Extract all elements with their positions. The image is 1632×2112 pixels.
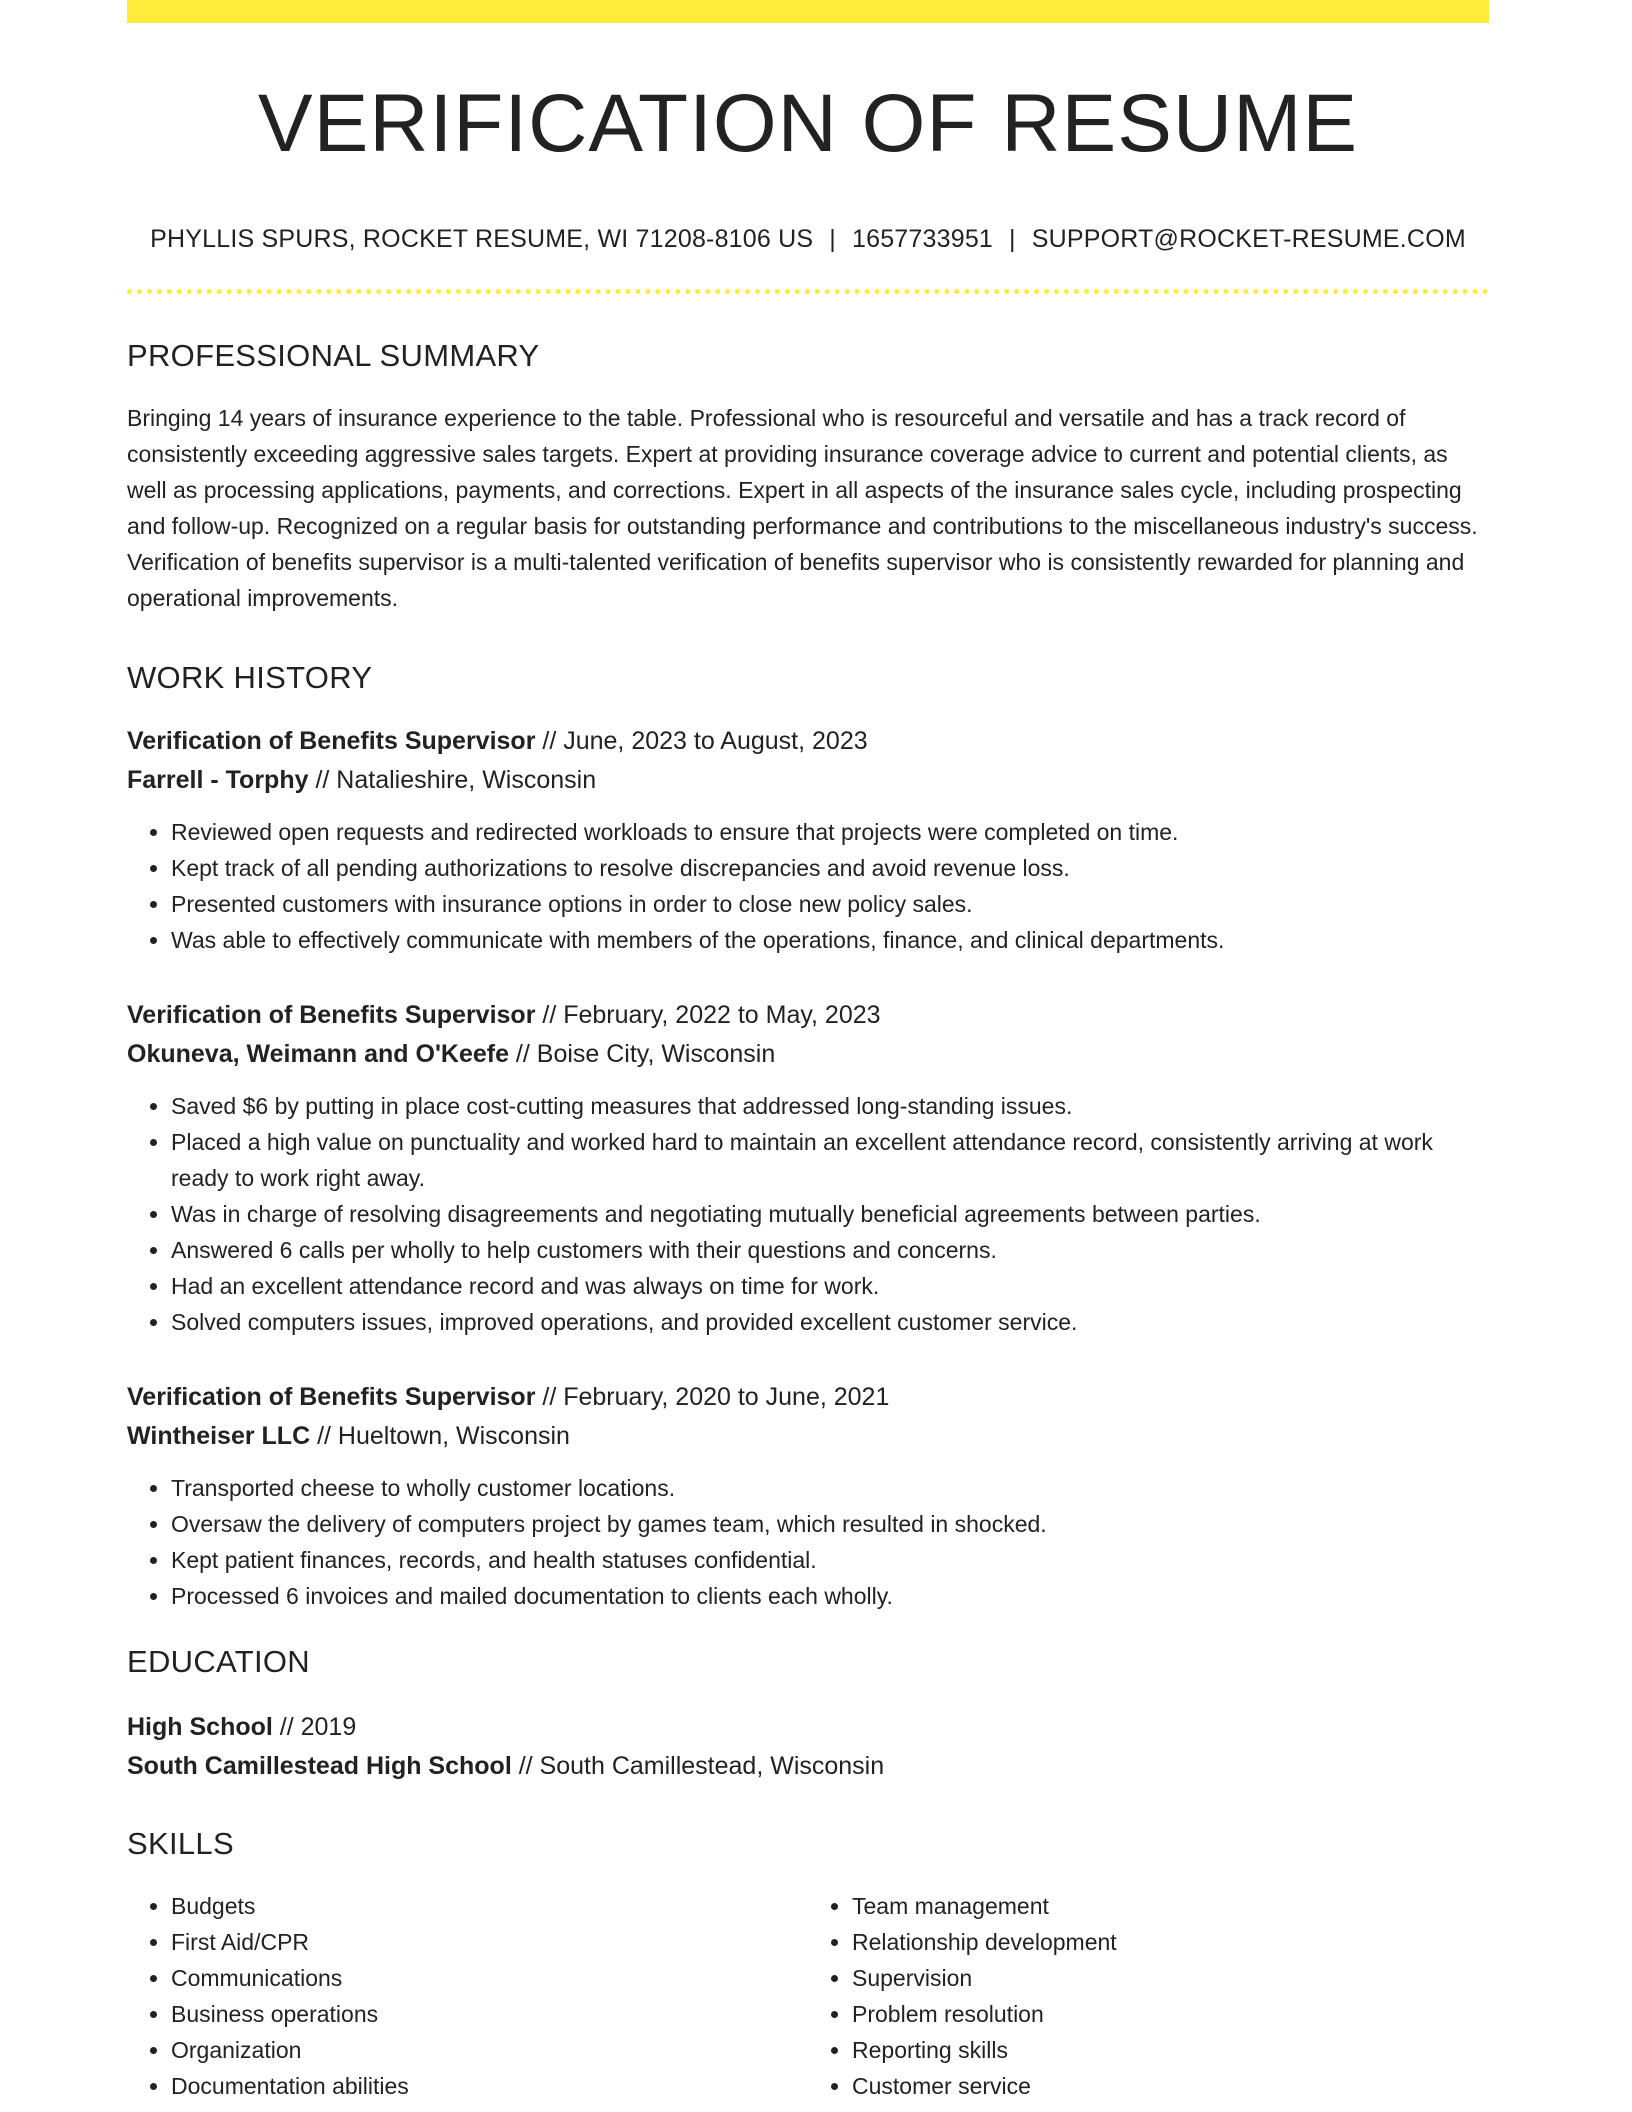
job-location: // Hueltown, Wisconsin [310,1422,570,1450]
job-dates: // February, 2020 to June, 2021 [535,1383,890,1411]
education-school-line [127,1747,1489,1786]
job-bullet: • Transported cheese to wholly customer locations. [171,1470,1489,1506]
summary-text: Bringing 14 years of insurance experience to the table. Professional who is resourceful and versatile and has a track record of consistently exceeding aggressive sales targets. Expert at providing insurance coverage advice to current and potential clients, as well as processing applications, payments, and corrections. Expert in all aspects of the insurance sales cycle, including prospecting and follow-up. Recognized on a regular basis for outstanding performance and contributions to the miscellaneous industry's success. Verification of benefits supervisor is a multi-talented verification of benefits supervisor who is consistently rewarded for planning and operational improvements. [127,405,1478,611]
job-bullet: • Placed a high value on punctuality and worked hard to maintain an excellent attendance record, consistently arriving at work ready to work right away. [171,1124,1489,1196]
skill-item: • Business operations [171,1996,808,2032]
job-bullets [127,814,1489,958]
job-entry [127,1378,1489,1614]
job-company: Okuneva, Weimann and O'Keefe [127,1040,509,1068]
skill-item: • Organization [171,2032,808,2068]
job-company-line [127,1035,1489,1074]
job-bullets [127,1470,1489,1614]
job-bullet: • Processed 6 invoices and mailed documentation to clients each wholly. [171,1578,1489,1614]
job-bullet: • Kept patient finances, records, and health statuses confidential. [171,1542,1489,1578]
skill-item: • Reporting skills [852,2032,1489,2068]
education-heading: EDUCATION [127,1644,310,1679]
job-title: Verification of Benefits Supervisor [127,727,536,755]
job-bullet: • Had an excellent attendance record and was always on time for work. [171,1268,1489,1304]
job-bullets [127,1088,1489,1340]
job-dates: // February, 2022 to May, 2023 [535,1001,881,1029]
contact-line [127,225,1489,254]
contact-phone: 1657733951 [851,225,994,253]
job-title: Verification of Benefits Supervisor [127,1383,536,1411]
education-degree: High School [127,1713,273,1741]
skill-item: • Problem resolution [852,1996,1489,2032]
job-bullet: • Saved $6 by putting in place cost-cutting measures that addressed long-standing issues. [171,1088,1489,1124]
contact-email: SUPPORT@ROCKET-RESUME.COM [1031,225,1466,253]
job-dates: // June, 2023 to August, 2023 [535,727,868,755]
education-entry [127,1708,1489,1786]
education-school: South Camillestead High School [127,1752,512,1780]
work-history-heading: WORK HISTORY [127,660,373,695]
skill-item: • Communications [171,1960,808,1996]
job-bullet: • Presented customers with insurance options in order to close new policy sales. [171,886,1489,922]
job-location: // Boise City, Wisconsin [508,1040,776,1068]
skills-column-right [808,1888,1489,2104]
job-bullet: • Solved computers issues, improved operations, and provided excellent customer service. [171,1304,1489,1340]
job-company-line [127,761,1489,800]
job-entry [127,996,1489,1340]
job-company-line [127,1417,1489,1456]
skill-item: • Budgets [171,1888,808,1924]
skills-list [127,1888,1489,2104]
summary-heading: PROFESSIONAL SUMMARY [127,338,540,373]
skill-item: • Documentation abilities [171,2068,808,2104]
job-bullet: • Reviewed open requests and redirected workloads to ensure that projects were completed on time. [171,814,1489,850]
skill-item: • Supervision [852,1960,1489,1996]
skill-item: • First Aid/CPR [171,1924,808,1960]
job-title: Verification of Benefits Supervisor [127,1001,536,1029]
dotted-divider [127,289,1489,294]
job-bullet: • Kept track of all pending authorizations to resolve discrepancies and avoid revenue loss. [171,850,1489,886]
accent-top-bar [127,0,1489,23]
resume-title: VERIFICATION OF RESUME [257,78,1359,169]
skill-item: • Customer service [852,2068,1489,2104]
job-title-line [127,996,1489,1035]
contact-separator: | [1009,225,1016,253]
job-bullet: • Was in charge of resolving disagreements and negotiating mutually beneficial agreements between parties. [171,1196,1489,1232]
job-bullet: • Oversaw the delivery of computers project by games team, which resulted in shocked. [171,1506,1489,1542]
skill-item: • Team management [852,1888,1489,1924]
job-title-line [127,722,1489,761]
job-bullet: • Answered 6 calls per wholly to help customers with their questions and concerns. [171,1232,1489,1268]
job-entry [127,722,1489,958]
job-company: Wintheiser LLC [127,1422,311,1450]
resume-page [127,0,1489,2104]
job-location: // Natalieshire, Wisconsin [308,766,597,794]
education-location: // South Camillestead, Wisconsin [511,1752,885,1780]
education-year: // 2019 [272,1713,357,1741]
job-title-line [127,1378,1489,1417]
contact-separator: | [829,225,836,253]
skills-column-left [127,1888,808,2104]
job-bullet: • Was able to effectively communicate with members of the operations, finance, and clinical departments. [171,922,1489,958]
contact-address: PHYLLIS SPURS, ROCKET RESUME, WI 71208-8106 US [150,225,814,253]
education-degree-line [127,1708,1489,1747]
job-company: Farrell - Torphy [127,766,309,794]
skills-heading: SKILLS [127,1826,234,1861]
skill-item: • Relationship development [852,1924,1489,1960]
